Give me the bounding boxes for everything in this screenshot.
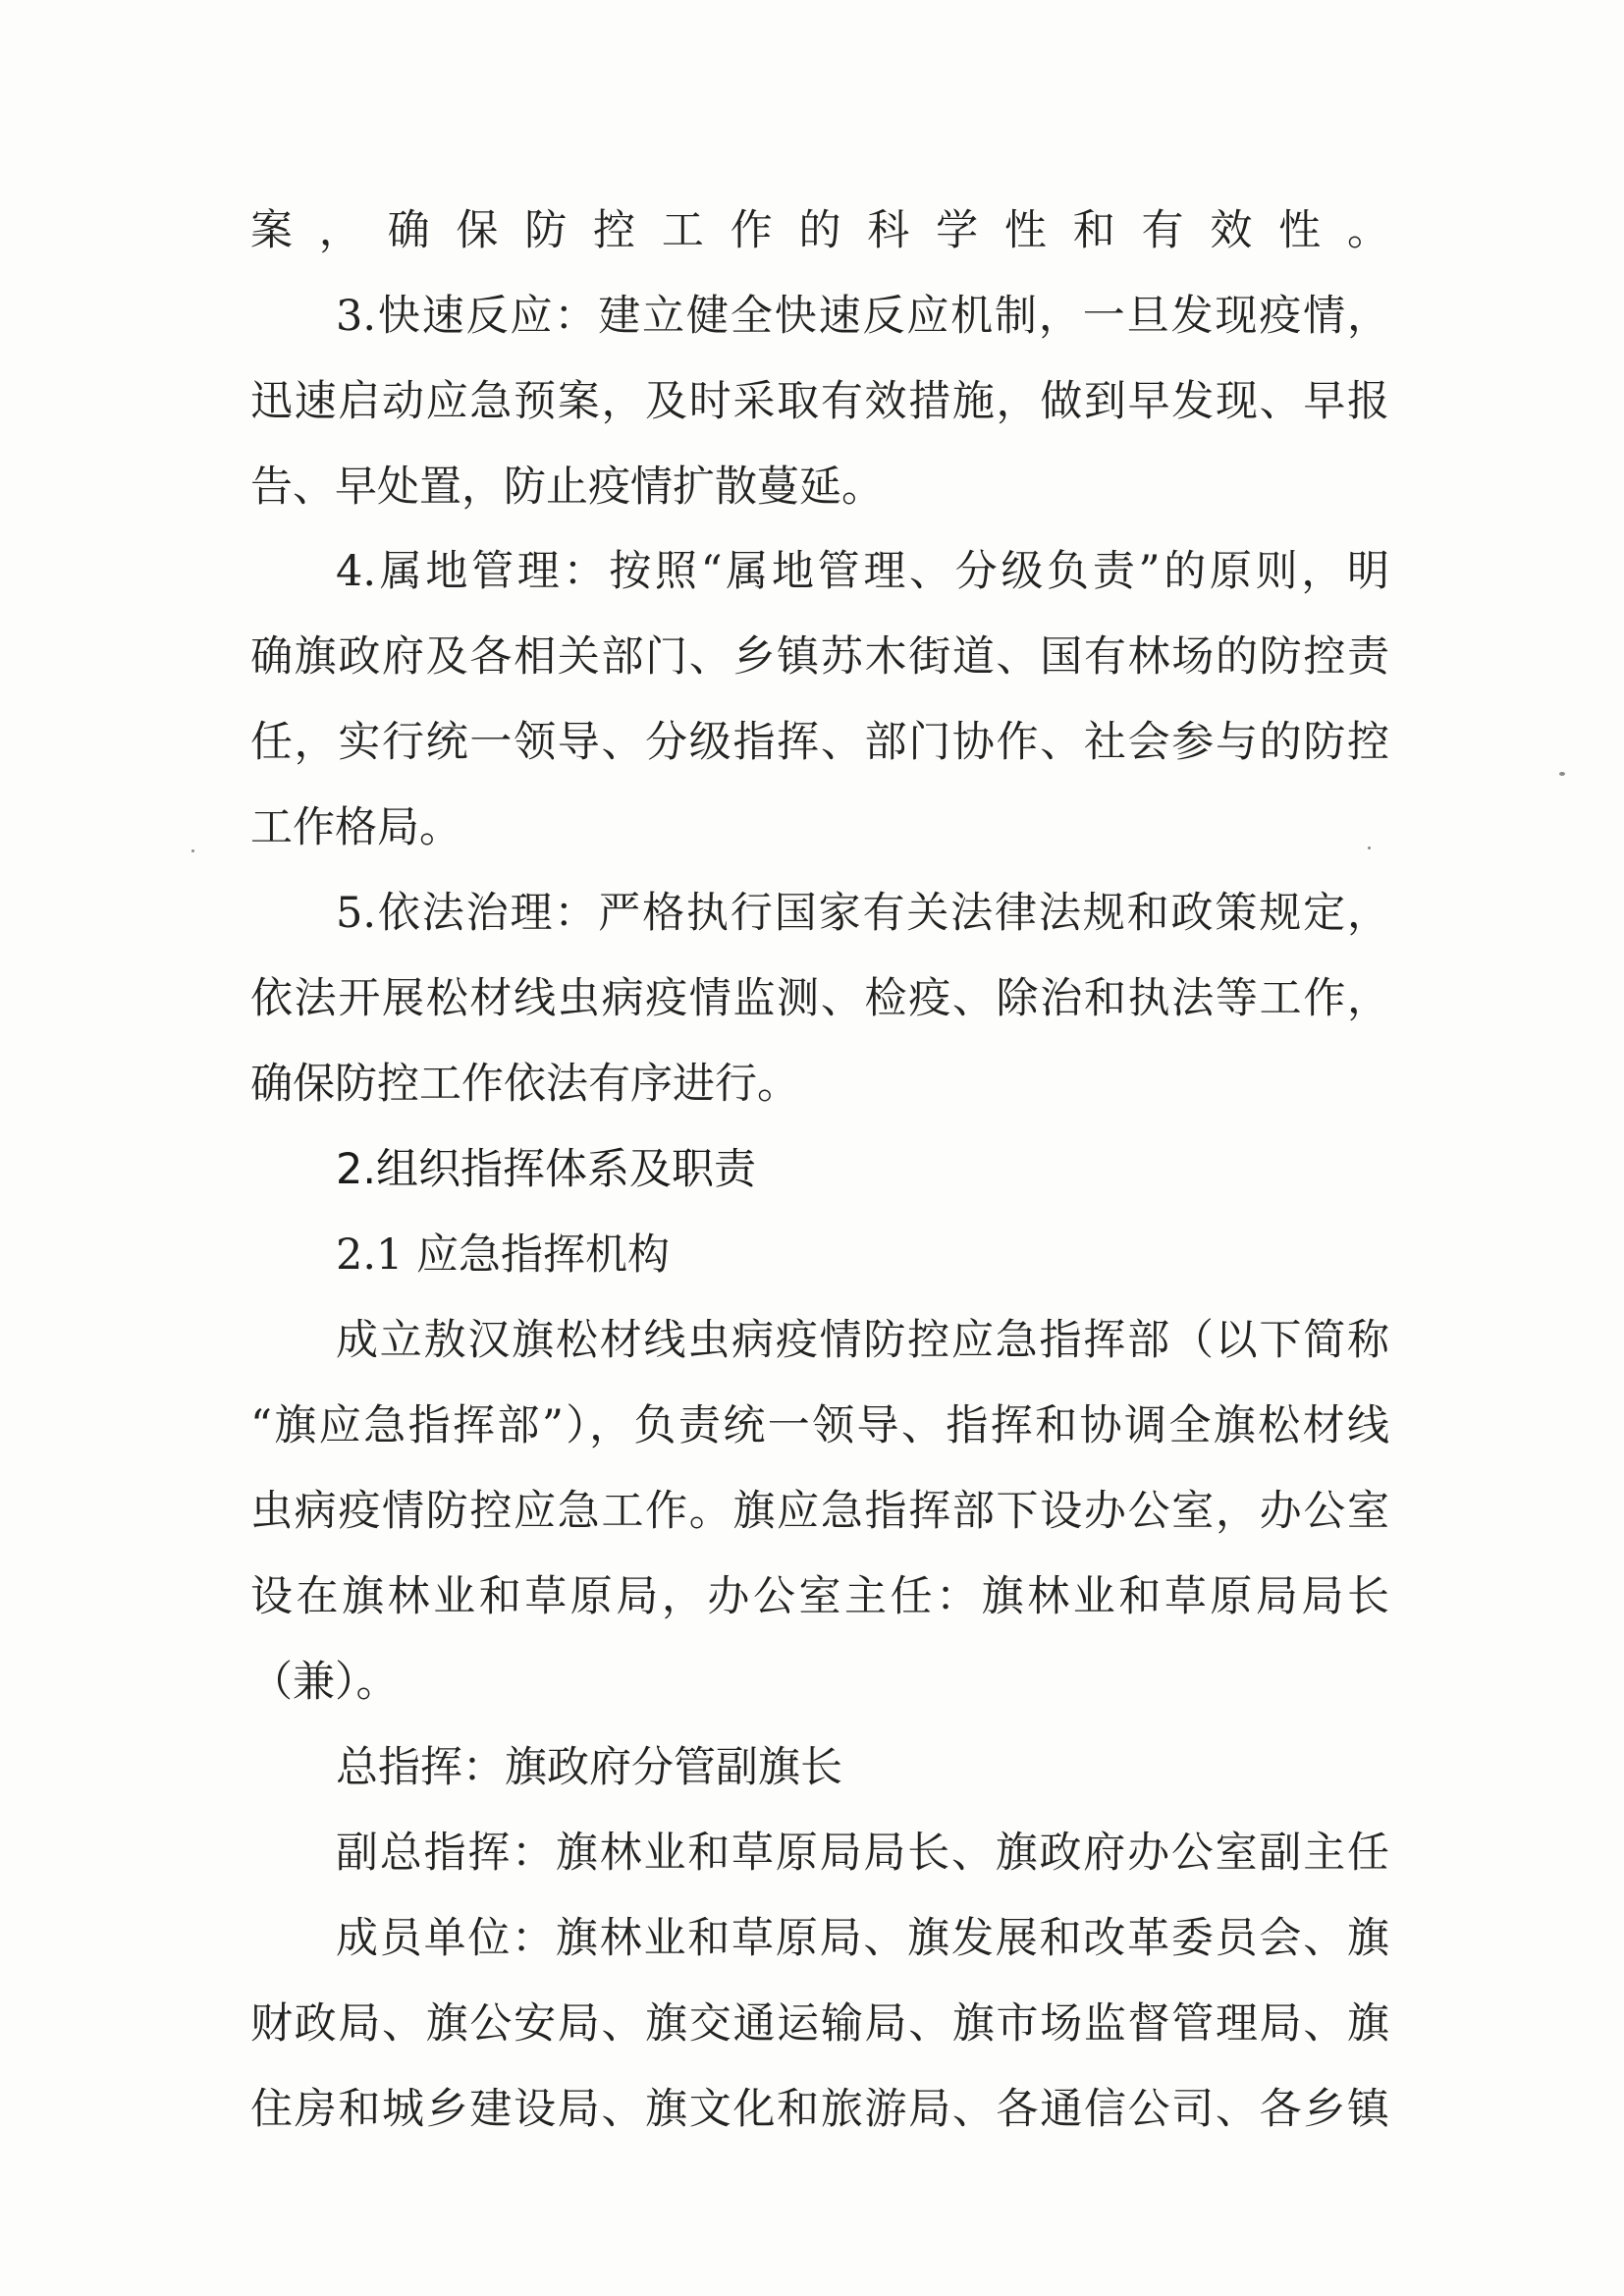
text-line: 副总指挥：旗林业和草原局局长、旗政府办公室副主任: [336, 1829, 1389, 1878]
text-line: “旗应急指挥部”），负责统一领导、指挥和协调全旗松材线: [250, 1401, 1389, 1450]
scan-speck: [1559, 772, 1565, 776]
text-line: 4.属地管理：按照“属地管理、分级负责”的原则，明: [336, 547, 1389, 596]
text-line: 工作格局。: [250, 803, 461, 852]
text-line: 3.快速反应：建立健全快速反应机制，一旦发现疫情，: [336, 292, 1389, 341]
text-line: 设在旗林业和草原局，办公室主任：旗林业和草原局局长: [250, 1572, 1389, 1621]
text-line: 迅速启动应急预案，及时采取有效措施，做到早发现、早报: [250, 377, 1389, 426]
text-line: 成立敖汉旗松材线虫病疫情防控应急指挥部（以下简称: [336, 1316, 1389, 1365]
text-line: 财政局、旗公安局、旗交通运输局、旗市场监督管理局、旗: [250, 1999, 1389, 2049]
text-line: （兼）。: [250, 1658, 399, 1707]
text-line: 成员单位：旗林业和草原局、旗发展和改革委员会、旗: [336, 1914, 1389, 1963]
text-line: 住房和城乡建设局、旗文化和旅游局、各通信公司、各乡镇: [250, 2085, 1389, 2134]
text-line: 告、早处置，防止疫情扩散蔓延。: [250, 463, 884, 512]
text-line: 依法开展松材线虫病疫情监测、检疫、除治和执法等工作，: [250, 974, 1389, 1023]
text-line: 总指挥：旗政府分管副旗长: [336, 1743, 842, 1792]
text-line: 确保防控工作依法有序进行。: [250, 1060, 799, 1109]
text-line: 确旗政府及各相关部门、乡镇苏木街道、国有林场的防控责: [250, 632, 1389, 682]
subsection-heading: 2.1 应急指挥机构: [336, 1230, 671, 1280]
text-line: 5.依法治理：严格执行国家有关法律法规和政策规定，: [336, 889, 1389, 938]
text-line: 案，确保防控工作的科学性和有效性。: [250, 206, 1389, 255]
scan-speck: [1368, 847, 1371, 849]
scan-speck: [191, 849, 194, 852]
text-line: 虫病疫情防控应急工作。旗应急指挥部下设办公室，办公室: [250, 1487, 1389, 1536]
text-line: 任，实行统一领导、分级指挥、部门协作、社会参与的防控: [250, 718, 1389, 767]
section-heading: 2.组织指挥体系及职责: [336, 1145, 757, 1194]
